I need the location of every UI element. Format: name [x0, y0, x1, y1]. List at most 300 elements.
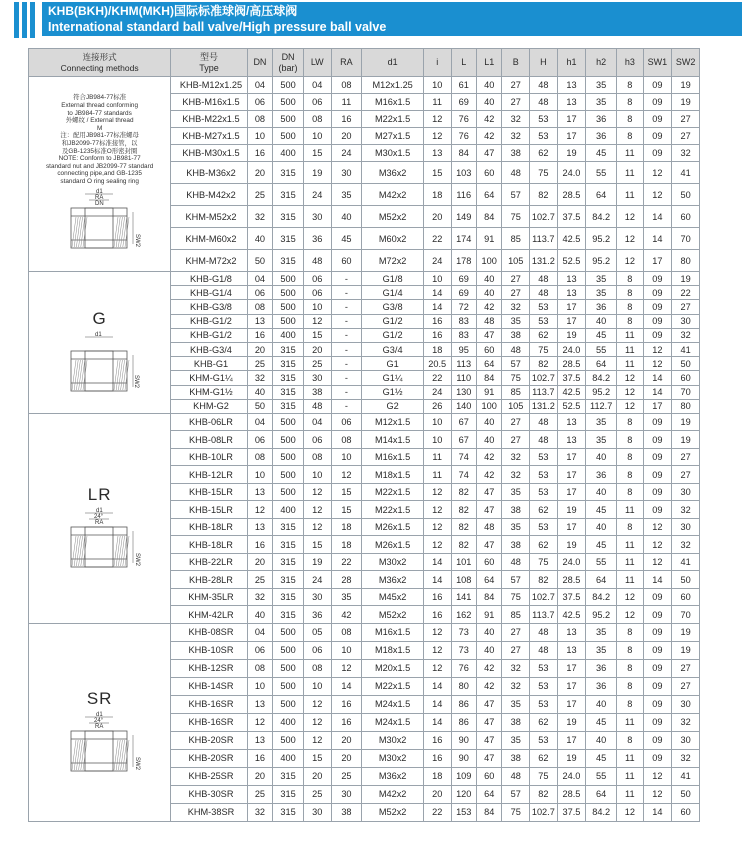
cell-l1: 47 [476, 731, 501, 749]
cell-type: KHB-08SR [171, 623, 247, 641]
cell-d1: M36x2 [362, 162, 424, 184]
cell-sw2: 27 [672, 448, 700, 466]
cell-h2: 45 [586, 749, 617, 767]
cell-h3: 11 [617, 767, 644, 785]
cell-i: 16 [423, 588, 451, 606]
cell-h3: 8 [617, 314, 644, 328]
cell-l: 69 [451, 272, 476, 286]
cell-l1: 40 [476, 641, 501, 659]
cell-b: 38 [502, 501, 530, 519]
cell-pn: 500 [273, 111, 304, 128]
cell-lw: 06 [303, 641, 331, 659]
cell-sw2: 60 [672, 371, 700, 385]
cell-l: 174 [451, 228, 476, 250]
col-ra: RA [331, 49, 362, 77]
diagram-label: d1 [95, 188, 103, 195]
cell-sw1: 17 [643, 399, 672, 413]
cell-h: 75 [530, 767, 558, 785]
cell-h2: 45 [586, 145, 617, 162]
cell-lw: 12 [303, 731, 331, 749]
cell-pn: 315 [273, 399, 304, 413]
cell-l1: 42 [476, 448, 501, 466]
cell-type: KHB-22LR [171, 553, 247, 571]
cell-h: 82 [530, 184, 558, 206]
cell-sw1: 09 [643, 272, 672, 286]
cell-h2: 36 [586, 128, 617, 145]
cell-pn: 500 [273, 731, 304, 749]
cell-dn: 12 [247, 713, 272, 731]
note-line: standard nut and JB2099-77 standard [45, 162, 154, 170]
cell-pn: 315 [273, 228, 304, 250]
cell-type: KHB-16SR [171, 713, 247, 731]
cell-l: 162 [451, 606, 476, 624]
cell-pn: 315 [273, 588, 304, 606]
cell-h1: 19 [557, 145, 586, 162]
cell-i: 22 [423, 803, 451, 821]
cell-lw: 30 [303, 206, 331, 228]
cell-dn: 40 [247, 228, 272, 250]
cell-h1: 13 [557, 641, 586, 659]
cell-d1: M36x2 [362, 767, 424, 785]
cell-dn: 50 [247, 250, 272, 272]
cell-h3: 11 [617, 357, 644, 371]
cell-l: 86 [451, 695, 476, 713]
col-conn-en: Connecting methods [60, 62, 139, 73]
cell-dn: 32 [247, 371, 272, 385]
cell-b: 75 [502, 371, 530, 385]
cell-lw: 30 [303, 371, 331, 385]
cell-lw: 12 [303, 518, 331, 536]
cell-l: 90 [451, 749, 476, 767]
cell-ra: - [331, 272, 362, 286]
cell-l1: 47 [476, 501, 501, 519]
cell-sw1: 17 [643, 250, 672, 272]
col-pn-unit: (bar) [278, 62, 298, 73]
cell-l1: 64 [476, 785, 501, 803]
cell-h: 131.2 [530, 250, 558, 272]
cell-h: 48 [530, 77, 558, 94]
cell-h3: 11 [617, 328, 644, 342]
cell-h2: 35 [586, 623, 617, 641]
cell-dn: 08 [247, 659, 272, 677]
cell-ra: 30 [331, 162, 362, 184]
cell-d1: M42x2 [362, 184, 424, 206]
cell-l: 116 [451, 184, 476, 206]
cell-type: KHM-G1¼ [171, 371, 247, 385]
cell-b: 75 [502, 588, 530, 606]
cell-h: 48 [530, 641, 558, 659]
col-h2: h2 [586, 49, 617, 77]
cell-h1: 19 [557, 749, 586, 767]
cell-pn: 400 [273, 713, 304, 731]
cell-l1: 40 [476, 413, 501, 431]
cell-ra: 42 [331, 606, 362, 624]
cell-pn: 500 [273, 677, 304, 695]
col-b: B [502, 49, 530, 77]
cell-h2: 40 [586, 483, 617, 501]
cell-b: 105 [502, 250, 530, 272]
diagram-label: DN [94, 200, 104, 207]
cell-d1: M27x1.5 [362, 128, 424, 145]
cell-dn: 32 [247, 803, 272, 821]
cell-h3: 12 [617, 385, 644, 399]
cell-lw: 04 [303, 77, 331, 94]
title-banner [42, 2, 742, 36]
cell-sw1: 14 [643, 371, 672, 385]
cell-pn: 315 [273, 767, 304, 785]
cell-dn: 04 [247, 272, 272, 286]
cell-pn: 500 [273, 483, 304, 501]
cell-h: 62 [530, 328, 558, 342]
cell-d1: M14x1.5 [362, 431, 424, 449]
cell-l: 149 [451, 206, 476, 228]
cell-h3: 8 [617, 731, 644, 749]
cell-dn: 08 [247, 111, 272, 128]
cell-h2: 55 [586, 342, 617, 356]
cell-l: 113 [451, 357, 476, 371]
cell-sw2: 70 [672, 228, 700, 250]
cell-d1: G1¼ [362, 371, 424, 385]
cell-i: 12 [423, 483, 451, 501]
cell-l1: 64 [476, 357, 501, 371]
cell-l1: 47 [476, 695, 501, 713]
col-type-en: Type [199, 62, 219, 73]
cell-h: 53 [530, 466, 558, 484]
note-line: External thread conforming [61, 102, 138, 110]
cell-i: 16 [423, 749, 451, 767]
cell-dn: 08 [247, 300, 272, 314]
cell-dn: 16 [247, 328, 272, 342]
accent-bar [14, 2, 19, 38]
cell-h3: 8 [617, 272, 644, 286]
cell-h3: 11 [617, 749, 644, 767]
cell-lw: 25 [303, 785, 331, 803]
cell-type: KHB-G3/8 [171, 300, 247, 314]
cell-sw1: 09 [643, 677, 672, 695]
cell-d1: M60x2 [362, 228, 424, 250]
cell-h3: 11 [617, 342, 644, 356]
cell-d1: M42x2 [362, 785, 424, 803]
cell-dn: 04 [247, 623, 272, 641]
cell-b: 38 [502, 713, 530, 731]
cell-h3: 12 [617, 250, 644, 272]
cell-d1: G1/4 [362, 286, 424, 300]
cell-h1: 19 [557, 328, 586, 342]
note-line: to JB984-77 standards [67, 109, 132, 117]
cell-h2: 35 [586, 286, 617, 300]
cell-sw2: 27 [672, 300, 700, 314]
table-row [29, 77, 700, 94]
cell-h3: 8 [617, 128, 644, 145]
cell-ra: 28 [331, 571, 362, 589]
cell-dn: 12 [247, 501, 272, 519]
cell-h1: 42.5 [557, 228, 586, 250]
connecting-method-cell [29, 413, 171, 623]
fitting-diagram [45, 507, 155, 577]
cell-b: 27 [502, 286, 530, 300]
cell-h2: 36 [586, 111, 617, 128]
cell-sw2: 41 [672, 553, 700, 571]
cell-l: 153 [451, 803, 476, 821]
cell-l: 67 [451, 413, 476, 431]
cell-pn: 500 [273, 413, 304, 431]
cell-h2: 64 [586, 571, 617, 589]
cell-lw: 08 [303, 111, 331, 128]
note-line: 注：配用JB981-77标准螺母 [60, 132, 139, 140]
note-line: standard O ring sealing ring [60, 177, 139, 185]
cell-ra: - [331, 328, 362, 342]
cell-l: 101 [451, 553, 476, 571]
cell-pn: 500 [273, 272, 304, 286]
table-row [29, 623, 700, 641]
cell-ra: - [331, 286, 362, 300]
cell-ra: 35 [331, 588, 362, 606]
cell-h: 48 [530, 623, 558, 641]
cell-lw: 24 [303, 571, 331, 589]
cell-type: KHB-06LR [171, 413, 247, 431]
cell-sw2: 30 [672, 314, 700, 328]
cell-i: 12 [423, 501, 451, 519]
cell-h2: 84.2 [586, 206, 617, 228]
cell-h3: 11 [617, 713, 644, 731]
cell-h: 62 [530, 749, 558, 767]
cell-b: 27 [502, 77, 530, 94]
cell-sw2: 50 [672, 357, 700, 371]
diagram-label: SW2 [133, 553, 140, 567]
cell-i: 18 [423, 184, 451, 206]
cell-h3: 11 [617, 571, 644, 589]
cell-h1: 17 [557, 128, 586, 145]
cell-b: 38 [502, 749, 530, 767]
cell-h2: 35 [586, 94, 617, 111]
cell-h: 113.7 [530, 385, 558, 399]
cell-b: 32 [502, 128, 530, 145]
cell-ra: 06 [331, 413, 362, 431]
cell-b: 85 [502, 606, 530, 624]
cell-lw: 30 [303, 588, 331, 606]
title-cn: KHB(BKH)/KHM(MKH)国际标准球阀/高压球阀 [48, 4, 298, 18]
cell-ra: - [331, 385, 362, 399]
cell-type: KHB-10SR [171, 641, 247, 659]
cell-d1: M24x1.5 [362, 713, 424, 731]
cell-sw2: 32 [672, 536, 700, 554]
cell-l1: 42 [476, 659, 501, 677]
cell-i: 11 [423, 466, 451, 484]
cell-ra: 35 [331, 184, 362, 206]
cell-i: 10 [423, 77, 451, 94]
cell-h: 62 [530, 501, 558, 519]
cell-lw: 10 [303, 677, 331, 695]
diagram-label: RA [94, 724, 103, 731]
cell-h1: 24.0 [557, 553, 586, 571]
cell-h1: 13 [557, 431, 586, 449]
diagram-label: SW2 [133, 757, 140, 771]
connecting-method-cell [29, 77, 171, 272]
cell-d1: M26x1.5 [362, 536, 424, 554]
cell-h1: 13 [557, 623, 586, 641]
cell-sw1: 09 [643, 483, 672, 501]
cell-sw2: 41 [672, 342, 700, 356]
col-type-cn: 型号 [199, 51, 218, 62]
cell-sw2: 60 [672, 206, 700, 228]
cell-h3: 8 [617, 431, 644, 449]
cell-i: 12 [423, 659, 451, 677]
cell-pn: 500 [273, 695, 304, 713]
cell-sw1: 12 [643, 785, 672, 803]
cell-dn: 10 [247, 128, 272, 145]
cell-h2: 36 [586, 677, 617, 695]
cell-dn: 50 [247, 399, 272, 413]
cell-sw2: 70 [672, 385, 700, 399]
cell-i: 16 [423, 314, 451, 328]
cell-sw2: 32 [672, 328, 700, 342]
cell-sw2: 32 [672, 501, 700, 519]
cell-dn: 13 [247, 314, 272, 328]
cell-l: 130 [451, 385, 476, 399]
cell-i: 11 [423, 448, 451, 466]
cell-type: KHB-G1/2 [171, 314, 247, 328]
cell-h2: 64 [586, 785, 617, 803]
cell-l1: 91 [476, 385, 501, 399]
cell-sw1: 09 [643, 588, 672, 606]
connecting-method-cell [29, 623, 171, 821]
cell-l1: 42 [476, 111, 501, 128]
cell-pn: 500 [273, 641, 304, 659]
fitting-diagram [45, 711, 155, 781]
cell-l1: 60 [476, 342, 501, 356]
col-h: H [530, 49, 558, 77]
cell-type: KHM-G1½ [171, 385, 247, 399]
cell-d1: M30x2 [362, 749, 424, 767]
cell-i: 18 [423, 342, 451, 356]
connecting-method-cell [29, 272, 171, 414]
cell-sw1: 09 [643, 713, 672, 731]
cell-h1: 19 [557, 713, 586, 731]
cell-ra: 38 [331, 803, 362, 821]
cell-dn: 20 [247, 162, 272, 184]
cell-lw: 19 [303, 162, 331, 184]
cell-b: 27 [502, 641, 530, 659]
cell-type: KHB-18LR [171, 518, 247, 536]
cell-ra: 10 [331, 641, 362, 659]
cell-h2: 40 [586, 695, 617, 713]
cell-l: 67 [451, 431, 476, 449]
cell-h3: 8 [617, 518, 644, 536]
cell-pn: 500 [273, 128, 304, 145]
cell-ra: 16 [331, 695, 362, 713]
cell-l1: 60 [476, 553, 501, 571]
cell-pn: 500 [273, 448, 304, 466]
cell-h2: 84.2 [586, 803, 617, 821]
cell-l: 82 [451, 536, 476, 554]
cell-pn: 315 [273, 571, 304, 589]
cell-l: 109 [451, 767, 476, 785]
cell-i: 11 [423, 94, 451, 111]
cell-d1: M30x2 [362, 553, 424, 571]
cell-sw2: 22 [672, 286, 700, 300]
cell-type: KHB-08LR [171, 431, 247, 449]
cell-sw2: 50 [672, 184, 700, 206]
cell-l1: 47 [476, 713, 501, 731]
cell-sw1: 09 [643, 77, 672, 94]
cell-h: 102.7 [530, 588, 558, 606]
cell-type: KHB-G1 [171, 357, 247, 371]
cell-l1: 47 [476, 483, 501, 501]
cell-h3: 12 [617, 399, 644, 413]
cell-sw2: 27 [672, 128, 700, 145]
cell-type: KHB-M22x1.5 [171, 111, 247, 128]
cell-h1: 24.0 [557, 162, 586, 184]
cell-lw: 05 [303, 623, 331, 641]
cell-dn: 32 [247, 206, 272, 228]
cell-lw: 20 [303, 767, 331, 785]
cell-dn: 16 [247, 536, 272, 554]
col-l: L [451, 49, 476, 77]
cell-ra: 08 [331, 623, 362, 641]
cell-d1: G3/8 [362, 300, 424, 314]
cell-h1: 17 [557, 695, 586, 713]
note-line: 及GB-1235标准O形密封圈 [61, 147, 138, 155]
cell-dn: 20 [247, 767, 272, 785]
cell-h: 53 [530, 128, 558, 145]
cell-h2: 36 [586, 300, 617, 314]
cell-lw: 08 [303, 448, 331, 466]
note-line: NOTE: Conform to JB981-77 [58, 155, 141, 163]
cell-i: 12 [423, 641, 451, 659]
connection-type-label: LR [87, 485, 112, 505]
cell-type: KHB-M27x1.5 [171, 128, 247, 145]
cell-h1: 17 [557, 314, 586, 328]
cell-h3: 8 [617, 111, 644, 128]
cell-sw1: 09 [643, 145, 672, 162]
cell-h2: 35 [586, 272, 617, 286]
cell-ra: 24 [331, 145, 362, 162]
cell-d1: M16x1.5 [362, 448, 424, 466]
cell-h3: 12 [617, 588, 644, 606]
note-line: 和JB2099-77标准接管，以 [61, 140, 138, 147]
cell-b: 57 [502, 184, 530, 206]
cell-lw: 10 [303, 466, 331, 484]
cell-h: 53 [530, 111, 558, 128]
cell-h1: 52.5 [557, 399, 586, 413]
cell-pn: 500 [273, 659, 304, 677]
cell-l: 73 [451, 641, 476, 659]
cell-sw2: 19 [672, 272, 700, 286]
cell-h2: 35 [586, 413, 617, 431]
cell-h1: 37.5 [557, 803, 586, 821]
cell-h: 53 [530, 659, 558, 677]
cell-sw1: 09 [643, 501, 672, 519]
cell-i: 10 [423, 272, 451, 286]
cell-l: 86 [451, 713, 476, 731]
cell-h1: 19 [557, 501, 586, 519]
cell-pn: 315 [273, 536, 304, 554]
cell-l: 80 [451, 677, 476, 695]
cell-sw2: 27 [672, 677, 700, 695]
col-l1: L1 [476, 49, 501, 77]
cell-h3: 8 [617, 659, 644, 677]
diagram-label: d1 [95, 508, 103, 515]
cell-h1: 37.5 [557, 588, 586, 606]
cell-ra: - [331, 357, 362, 371]
cell-lw: 15 [303, 536, 331, 554]
cell-l1: 91 [476, 228, 501, 250]
cell-l1: 42 [476, 677, 501, 695]
cell-h1: 42.5 [557, 385, 586, 399]
cell-h2: 40 [586, 314, 617, 328]
cell-ra: 30 [331, 785, 362, 803]
cell-d1: M22x1.5 [362, 111, 424, 128]
